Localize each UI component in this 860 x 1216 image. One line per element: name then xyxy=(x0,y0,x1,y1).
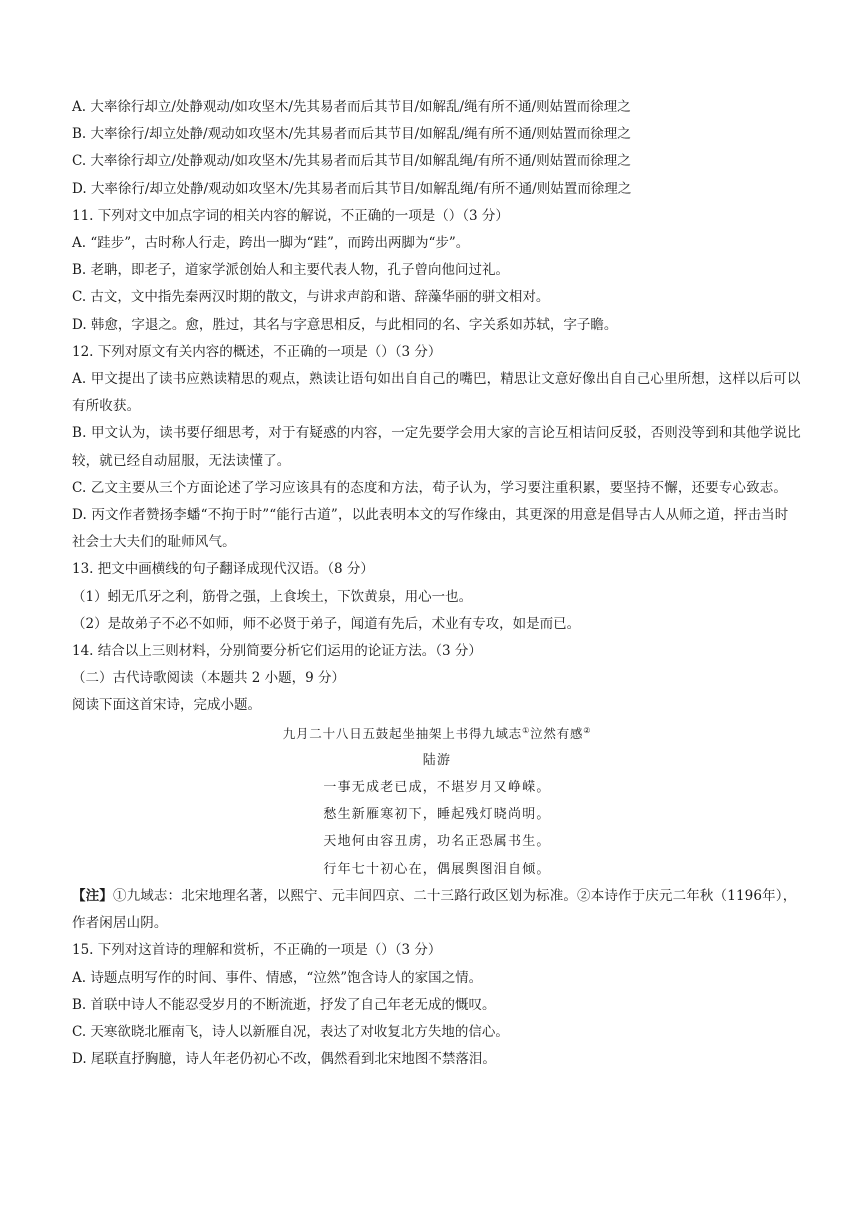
q11-stem: 11. 下列对文中加点字词的相关内容的解说，不正确的一项是（）（3 分） xyxy=(72,207,509,224)
q10-option-b: B. 大率徐行/却立处静/观动如攻坚木/先其易者而后其节目/如解乱/绳有所不通/则姑置而徐理之 xyxy=(72,126,631,143)
poem-line-4: 行年七十初心在，偶展舆图泪自倾。 xyxy=(323,861,551,877)
document-page xyxy=(72,94,802,1073)
poem-line-1: 一事无成老已成，不堪岁月又峥嵘。 xyxy=(323,780,551,796)
notes-text: ①九域志：北宋地理名著，以熙宁、元丰间四京、二十三路行政区划为标准。②本诗作于庆元二年秋（1196年），作者闲居山阴。 xyxy=(72,887,797,932)
poem-author: 陆游 xyxy=(422,752,452,768)
q10-option-a: A. 大率徐行却立/处静观动/如攻坚木/先其易者而后其节目/如解乱/绳有所不通/则姑置而徐理之 xyxy=(72,99,631,115)
q12-option-d: D. 丙文作者赞扬李蟠“不拘于时”“能行古道”，以此表明本文的写作缘由，其更深的用意是倡导古人从师之道，抨击当时社会士大夫们的耻师风气。 xyxy=(72,507,789,551)
section-heading: （二）古代诗歌阅读（本题共 2 小题，9 分） xyxy=(72,670,346,687)
footnote-marker-1: ① xyxy=(522,725,531,735)
notes-label: 【注】 xyxy=(72,887,113,904)
poem-line-3: 天地何由容丑虏，功名正恐属书生。 xyxy=(323,834,551,850)
q13-stem: 13. 把文中画横线的句子翻译成现代汉语。（8 分） xyxy=(72,561,374,578)
q12-option-c: C. 乙文主要从三个方面论述了学习应该具有的态度和方法，荀子认为，学习要注重积累，要坚持不懈，还要专心致志。 xyxy=(72,479,788,496)
poem-line-2: 愁生新雁寒初下，睡起残灯晓尚明。 xyxy=(323,807,551,823)
q15-option-c: C. 天寒欲晓北雁南飞，诗人以新雁自况，表达了对收复北方失地的信心。 xyxy=(72,1023,509,1040)
q11-option-a: A. “跬步”，古时称人行走，跨出一脚为“跬”，而跨出两脚为“步”。 xyxy=(72,235,470,252)
q12-option-a: A. 甲文提出了读书应熟读精思的观点，熟读让语句如出自自己的嘴巴，精思让文意好像出自自己心里所想，这样以后可以有所收获。 xyxy=(72,371,801,415)
poem-title xyxy=(72,720,802,747)
q13-item-2: （2）是故弟子不必不如师，师不必贤于弟子，闻道有先后，术业有专攻，如是而已。 xyxy=(72,615,581,632)
poem-notes xyxy=(72,883,802,937)
q15-option-b: B. 首联中诗人不能忍受岁月的不断流逝，抒发了自己年老无成的慨叹。 xyxy=(72,996,496,1013)
q15-option-d: D. 尾联直抒胸臆，诗人年老仍初心不改，偶然看到北宋地图不禁落泪。 xyxy=(72,1051,496,1068)
q12-stem: 12. 下列对原文有关内容的概述，不正确的一项是（）（3 分） xyxy=(72,343,442,360)
q11-option-b: B. 老聃，即老子，道家学派创始人和主要代表人物，孔子曾向他问过礼。 xyxy=(72,262,510,279)
q11-option-d: D. 韩愈，字退之。愈，胜过，其名与字意思相反，与此相同的名、字关系如苏轼，字子瞻。 xyxy=(72,316,618,333)
q10-option-d: D. 大率徐行/却立处静/观动如攻坚木/先其易者而后其节目/如解乱绳/有所不通/则姑置而徐理之 xyxy=(72,180,632,197)
footnote-marker-2: ② xyxy=(583,725,592,735)
q11-option-c: C. 古文，文中指先秦两汉时期的散文，与讲求声韵和谐、辞藻华丽的骈文相对。 xyxy=(72,289,550,306)
q10-option-c: C. 大率徐行却立/处静观动/如攻坚木/先其易者而后其节目/如解乱绳/有所不通/则姑置而徐理之 xyxy=(72,153,631,170)
poem-title-part-1: 九月二十八日五鼓起坐抽架上书得九域志 xyxy=(282,725,523,741)
q13-item-1: （1）蚓无爪牙之利，筋骨之强，上食埃土，下饮黄泉，用心一也。 xyxy=(72,588,473,605)
q15-stem: 15. 下列对这首诗的理解和赏析，不正确的一项是（）（3 分） xyxy=(72,942,442,959)
q12-option-b: B. 甲文认为，读书要仔细思考，对于有疑惑的内容，一定先要学会用大家的言论互相诘问反驳，否则没等到和其他学说比较，就已经自动屈服，无法读懂了。 xyxy=(72,425,801,469)
poem-title-part-2: 泣然有感 xyxy=(530,725,584,741)
q14-stem: 14. 结合以上三则材料，分别简要分析它们运用的论证方法。（3 分） xyxy=(72,643,482,660)
reading-instruction: 阅读下面这首宋诗，完成小题。 xyxy=(72,697,261,714)
q15-option-a: A. 诗题点明写作的时间、事件、情感，“泣然”饱含诗人的家国之情。 xyxy=(72,969,483,986)
